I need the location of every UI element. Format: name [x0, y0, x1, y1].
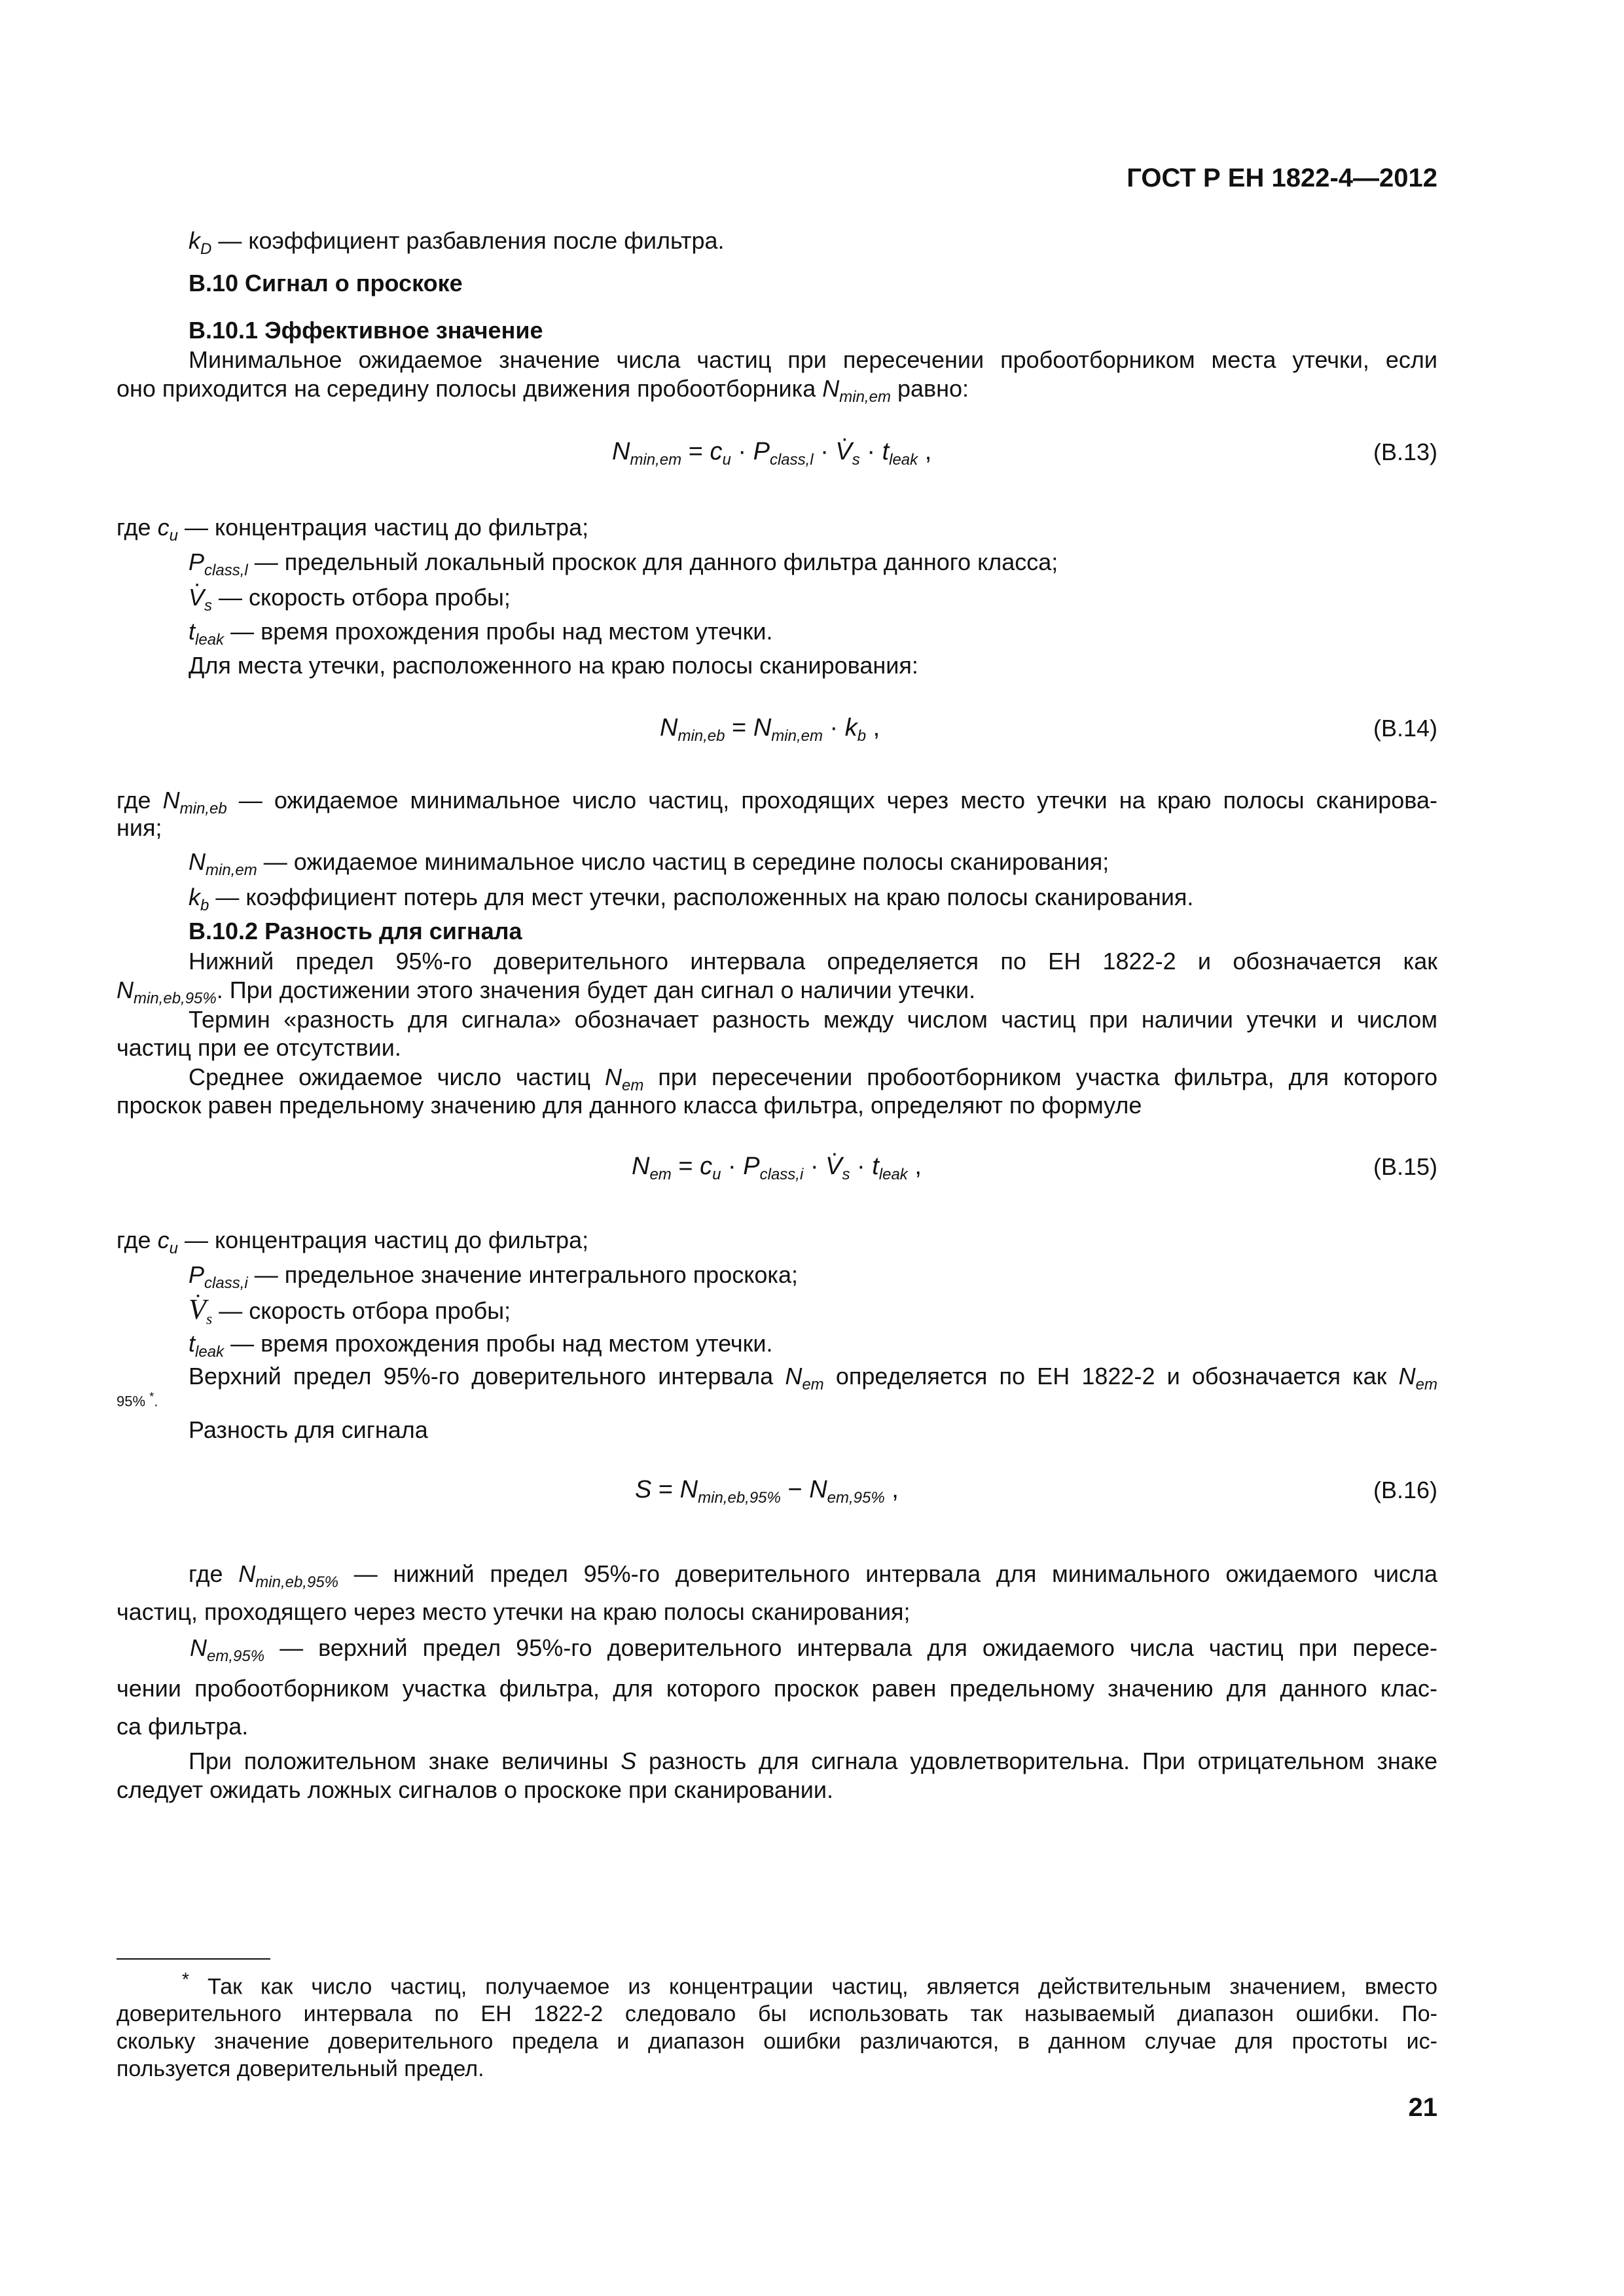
kD-description: — коэффициент разбавления после фильтра. — [218, 227, 725, 254]
Vs-definition-2: · $V_s$ — скорость отбора пробы; — [189, 1295, 511, 1325]
t-leak-definition: $t_{leak}$ — время прохождения пробы над местом утечки. — [189, 618, 773, 649]
diff-intro: Разность для сигнала — [189, 1416, 428, 1443]
N-min-eb95-definition-line-1: где $N_{min,eb,95\%}$ — нижний предел 95%-го доверительного интервала для минимального ожидаемого числа — [189, 1560, 1437, 1591]
paragraph-3-line-2: частиц при ее отсутствии. — [117, 1034, 401, 1061]
paragraph-6-line-1: При положительном знаке величины S разность для сигнала удовлетворительна. При отрицательном знаке — [189, 1748, 1437, 1774]
footnote-line-2: доверительного интервала по ЕН 1822-2 следовало бы использовать так называемый диапазон ошибки. По- — [117, 2001, 1437, 2027]
footnote-line-4: пользуется доверительный предел. — [117, 2056, 484, 2082]
paragraph-4-line-2: проскок равен предельному значению для данного класса фильтра, определяют по формуле — [117, 1092, 1142, 1119]
footnote-line-1: * Так как число частиц, получаемое из концентрации частиц, является действительным значением, вместо — [182, 1969, 1437, 2000]
equation-number-b13: (В.13) — [1373, 439, 1437, 465]
t-leak-definition-2: $t_{leak}$ — время прохождения пробы над местом утечки. — [189, 1330, 773, 1361]
section-heading-b102: В.10.2 Разность для сигнала — [189, 918, 522, 944]
kb-definition: $k_b$ — коэффициент потерь для мест утечки, расположенных на краю полосы сканирования. — [189, 884, 1194, 914]
equation-number-b15: (В.15) — [1373, 1153, 1437, 1180]
N-em95-definition-line-3: са фильтра. — [117, 1713, 249, 1740]
N-em95-definition-line-2: чении пробоотборником участка фильтра, для которого проскок равен предельному значению для данного клас- — [117, 1675, 1437, 1702]
paragraph-1-line-1: Минимальное ожидаемое значение числа частиц при пересечении пробоотборником места утечки, если — [189, 346, 1437, 373]
doc-header-code: ГОСТ Р ЕН 1822-4—2012 — [1127, 164, 1437, 192]
P-class-l-definition: $P_{class,l}$ — предельный локальный проскок для данного фильтра данного класса; — [189, 548, 1058, 579]
kD-definition — [189, 226, 725, 258]
equation-b16: $S = N_{min,eb,95\%} - N_{em,95\%}$ , — [635, 1476, 899, 1507]
paragraph-1-line-2: оно приходится на середину полосы движения пробоотборника $N_{min,em}$ равно: — [117, 375, 969, 406]
paragraph-4-line-1: Среднее ожидаемое число частиц $N_{em}$ при пересечении пробоотборником участка фильтра, для которого — [189, 1064, 1437, 1094]
paragraph-2-line-2: $N_{min,eb,95\%}$. При достижении этого значения будет дан сигнал о наличии утечки. — [117, 977, 976, 1007]
equation-number-b16: (В.16) — [1373, 1477, 1437, 1503]
equation-b15: $N_{em} = c_u \cdot P_{class,i}$ · · $V_s \cdot t_{leak}$ , — [632, 1152, 922, 1181]
cu-definition: где $c_u$ — концентрация частиц до фильтра; — [117, 514, 589, 545]
section-heading-b101: В.10.1 Эффективное значение — [189, 317, 543, 344]
footnote-line-3: скольку значение доверительного предела и диапазон ошибки различаются, в данном случае для простоты ис- — [117, 2029, 1437, 2054]
N-min-em-definition: $N_{min,em}$ — ожидаемое минимальное число частиц в середине полосы сканирования; — [189, 848, 1110, 879]
footnote-separator — [117, 1958, 270, 1960]
N-em95-definition-line-1: $N_{em,95\%}$ — верхний предел 95%-го доверительного интервала для ожидаемого числа частиц при пересе- — [190, 1634, 1438, 1665]
P-class-i-definition: $P_{class,i}$ — предельное значение интегрального проскока; — [189, 1261, 798, 1292]
paragraph-2-line-1: Нижний предел 95%-го доверительного интервала определяется по ЕН 1822-2 и обозначается как — [189, 948, 1437, 975]
footnote-reference: * — [149, 1390, 154, 1403]
paragraph-3-line-1: Термин «разность для сигнала» обозначает разность между числом частиц при наличии утечки и числом — [189, 1006, 1437, 1033]
section-heading-b10: В.10 Сигнал о проскоке — [189, 270, 463, 296]
equation-b13: $N_{min,em} = c_u \cdot P_{class,l}$ · · $V_s \cdot t_{leak}$ , — [612, 437, 931, 467]
paragraph-6-line-2: следует ожидать ложных сигналов о проскоке при сканировании. — [117, 1776, 833, 1803]
N-min-eb95-definition-line-2: частиц, проходящего через место утечки на краю полосы сканирования; — [117, 1598, 911, 1625]
page-number: 21 — [1408, 2093, 1437, 2122]
equation-b14: $N_{min,eb} = N_{min,em} \cdot k_b$ , — [660, 714, 880, 745]
N-min-eb-definition-line-2: ния; — [117, 814, 162, 841]
paragraph-5-tail: 95% *. — [117, 1390, 158, 1410]
paragraph-5: Верхний предел 95%-го доверительного интервала $N_{em}$ определяется по ЕН 1822-2 и обозначается как $N_{em}$ — [189, 1363, 1437, 1393]
edge-intro: Для места утечки, расположенного на краю полосы сканирования: — [189, 652, 918, 679]
N-min-eb-definition-line-1: где $N_{min,eb}$ — ожидаемое минимальное число частиц, проходящих через место утечки на краю полосы сканирова- — [117, 787, 1437, 817]
N-min-em-symbol: $N_{min,em}$ — [822, 375, 891, 406]
kD-symbol: $k_D$ — [189, 227, 212, 258]
footnote — [117, 1966, 1437, 2083]
cu-definition-2: где $c_u$ — концентрация частиц до фильтра; — [117, 1227, 589, 1257]
equation-number-b14: (В.14) — [1373, 715, 1437, 742]
Vs-definition: · $V_s$ — скорость отбора пробы; — [189, 583, 511, 612]
